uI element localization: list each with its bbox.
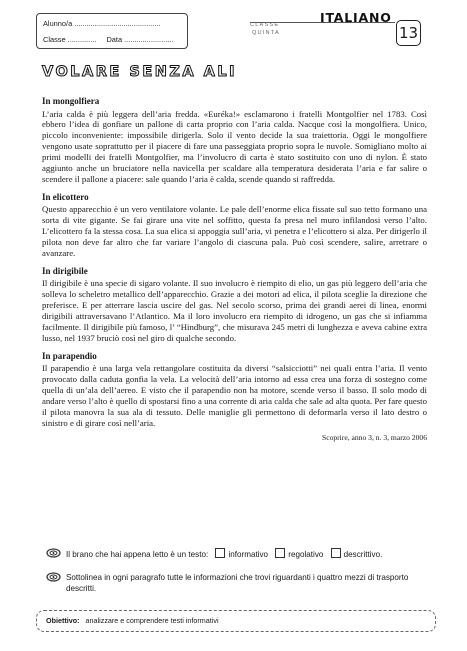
swirl-icon <box>46 572 61 582</box>
section-elicottero <box>42 192 427 259</box>
section-parapendio <box>42 351 427 429</box>
question-prompt: Sottolinea in ogni paragrafo tutte le informazioni che trovi riguardanti i quattro mezzi di trasporto descritti. <box>66 573 409 593</box>
section-text: Questo apparecchio è un vero ventilatore volante. Le pale dell’enorme elica fissate sul suo tetto formano una sorta di vite gigante. Se fai girare una vite nel soffitto, questa fa presa nel muro infilandosi verso l’alto. L’elicottero fa la stessa cosa. La sua elica si appoggia sull’aria, vi penetra e l’elicottero si alza. Per dirigerlo il pilota non deve far altro che far variare l’angolo di ciascuna pala. Può così scendere, salire, arretrare o avanzare. <box>42 204 427 258</box>
page-title: VOLARE SENZA ALI <box>42 64 237 80</box>
objective-box <box>36 610 436 632</box>
date-field[interactable]: Data ........................ <box>106 35 174 44</box>
option-label: regolativo <box>288 550 324 559</box>
student-info-box <box>36 13 188 49</box>
section-mongolfiera <box>42 96 427 185</box>
objective-label: Obiettivo: <box>46 616 80 625</box>
swirl-icon <box>46 548 61 558</box>
option-label: descrittivo. <box>343 550 383 559</box>
checkbox-descrittivo[interactable] <box>331 548 341 558</box>
page-number-badge: 13 <box>396 20 421 46</box>
student-name-field[interactable]: Alunno/a .......................................... <box>43 19 161 28</box>
section-dirigibile <box>42 266 427 344</box>
grade-quinta: QUINTA <box>252 30 280 36</box>
checkbox-regolativo[interactable] <box>275 548 285 558</box>
class-field[interactable]: Classe .............. <box>43 35 97 44</box>
section-text: Il parapendio è una larga vela rettangolare costituita da diversi “salsicciotti” nei quali entra l’aria. Il vento provocato dalla caduta gonfia la vela. La velocità dell’aria intorno ad essa crea una forza di sostegno come quella di un’ala dell’aereo. E visto che il parapendio non ha motore, scende verso il basso. Il solo modo di andare verso l’alto è quello di spostarsi fino a una corrente di aria calda che sale ad alta quota. Per fare questo il pilota manovra la sua ala di tessuto. Delle maniglie gli permettono di deformarla verso il lato destro o sinistro e di girare così nell’aria. <box>42 363 427 428</box>
section-heading: In mongolfiera <box>42 96 100 106</box>
source-citation: Scoprire, anno 3, n. 3, marzo 2006 <box>321 432 427 442</box>
grade-label <box>250 21 280 37</box>
class-date-fields <box>43 35 173 44</box>
article-body <box>42 96 427 444</box>
section-heading: In parapendio <box>42 350 97 361</box>
section-text: L’aria calda è più leggera dell’aria fredda. «Euréka!» esclamarono i fratelli Montgolfier nel 1783. Così ebbero l’idea di gonfiare un pallone di carta proprio con l’aria calda. Nacque così la mongolfiera. Unico, piccolo inconveniente: impossibile dirigerla. Solo il vento decide la sua traiettoria. Oggi le mongolfiere vengono usate soprattutto per il piacere di fare una passeggiata proprio sopra le nuvole. Somigliano molto ai primi modelli dei fratelli Montgolfier, ma l’involucro di carta è stato sostituito con uno di nylon. È stato aggiunto anche un bruciatore nella navicella per scaldare alla temperatura desiderata l’aria e far salire o scendere il pallone a piacere: sale quando l’aria è calda, scende quando si raffredda. <box>42 108 427 184</box>
section-heading: In dirigibile <box>42 265 88 276</box>
option-label: informativo <box>228 550 269 559</box>
objective-text: analizzare e comprendere testi informativi <box>85 616 219 625</box>
question-line <box>66 548 436 560</box>
grade-classe: CLASSE <box>250 22 280 28</box>
section-text: Il dirigibile è una specie di sigaro volante. Il suo involucro è riempito di elio, un gas più leggero dell’aria che solleva lo scheletro metallico dell’apparecchio. Grazie a dei motori ad elica, il pilota sceglie la direzione che preferisce. E per atterrare lascia uscire del gas. Nel secolo scorso, prima dei grandi aerei di linea, enormi dirigibili attraversavano l’Atlantico. Ma il loro involucro era riempito di idrogeno, un gas che si infiamma facilmente. Il dirigibile più famoso, l’ “Hindburg”, che misurava 245 metri di lunghezza e aveva cabine extra lusso, nel 1937 bruciò così nel giro di qualche secondo. <box>42 278 427 343</box>
checkbox-informativo[interactable] <box>215 548 225 558</box>
subject-title: ITALIANO <box>320 10 392 25</box>
section-heading: In elicottero <box>42 191 89 202</box>
question-prompt: Il brano che hai appena letto è un testo: <box>66 550 209 559</box>
